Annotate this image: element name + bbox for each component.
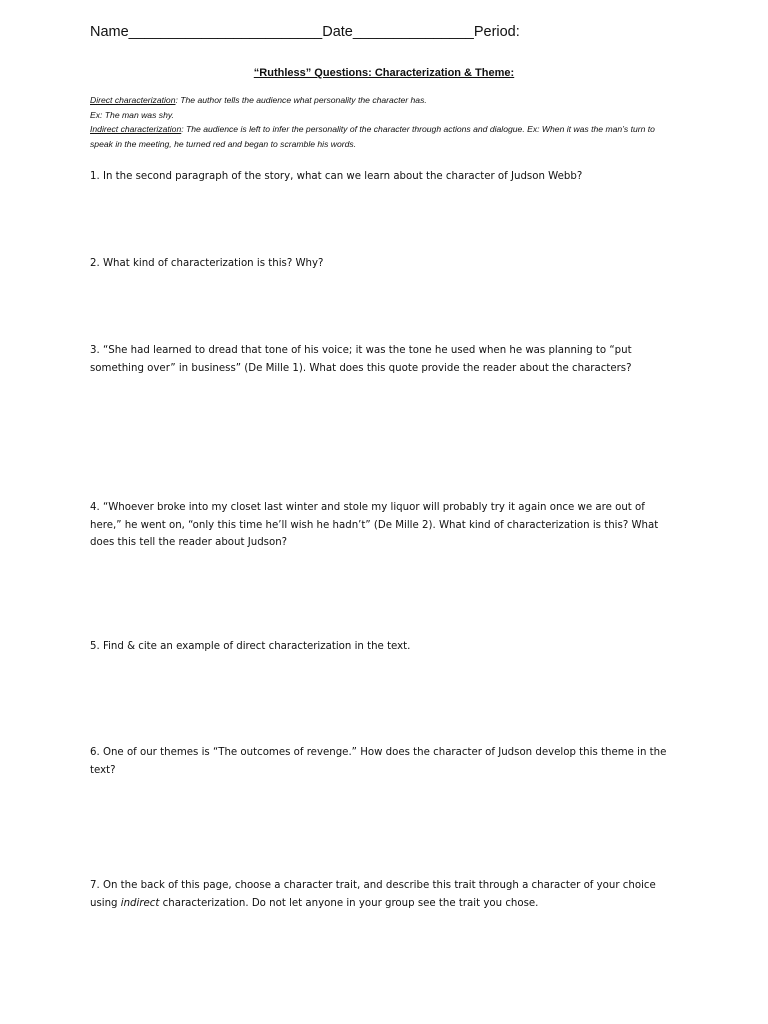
direct-example: Ex: The man was shy. bbox=[90, 109, 174, 120]
header-fields bbox=[90, 24, 520, 40]
direct-text: : The author tells the audience what personality the character has. bbox=[175, 95, 427, 105]
indirect-definition bbox=[90, 122, 675, 151]
question-5: 5. Find & cite an example of direct characterization in the text. bbox=[90, 641, 411, 652]
question-7-text-end: characterization. Do not let anyone in your group see the trait you chose. bbox=[159, 897, 539, 909]
name-field: Name________________________ bbox=[90, 24, 323, 40]
indirect-text: : The audience is left to infer the personality of the character through actions and dialogue. Ex: When it was the man’s turn to speak in the meeting, he turned red and began to scramble his words. bbox=[90, 124, 655, 149]
question-1: 1. In the second paragraph of the story, what can we learn about the character of Judson Webb? bbox=[90, 171, 583, 182]
question-7-italic: indirect bbox=[120, 897, 160, 909]
worksheet-title: “Ruthless” Questions: Characterization & Theme: bbox=[253, 67, 515, 79]
date-field: Date_______________ bbox=[322, 24, 474, 40]
question-3: 3. “She had learned to dread that tone of his voice; it was the tone he used when he was planning to “put something over” in business” (De Mille 1). What does this quote provide the reader about the characters? bbox=[90, 345, 632, 374]
question-4: 4. “Whoever broke into my closet last winter and stole my liquor will probably try it again once we are out of here,” he went on, “only this time he’ll wish he hadn’t” (De Mille 2). What kind of characterization is this? What does this tell the reader about Judson? bbox=[90, 502, 659, 548]
question-6: 6. One of our themes is “The outcomes of revenge.” How does the character of Judson develop this theme in the text? bbox=[90, 747, 667, 776]
direct-definition bbox=[90, 93, 675, 108]
period-field: Period: bbox=[473, 24, 520, 40]
question-2: 2. What kind of characterization is this? Why? bbox=[90, 258, 324, 269]
question-7-text-start: 7. On the back of this page, choose a character trait, and describe this trait through a character of your choice using bbox=[90, 880, 656, 909]
definitions bbox=[90, 93, 675, 151]
indirect-term: Indirect characterization bbox=[90, 124, 182, 134]
direct-term: Direct characterization bbox=[90, 95, 176, 105]
question-7 bbox=[90, 877, 675, 912]
